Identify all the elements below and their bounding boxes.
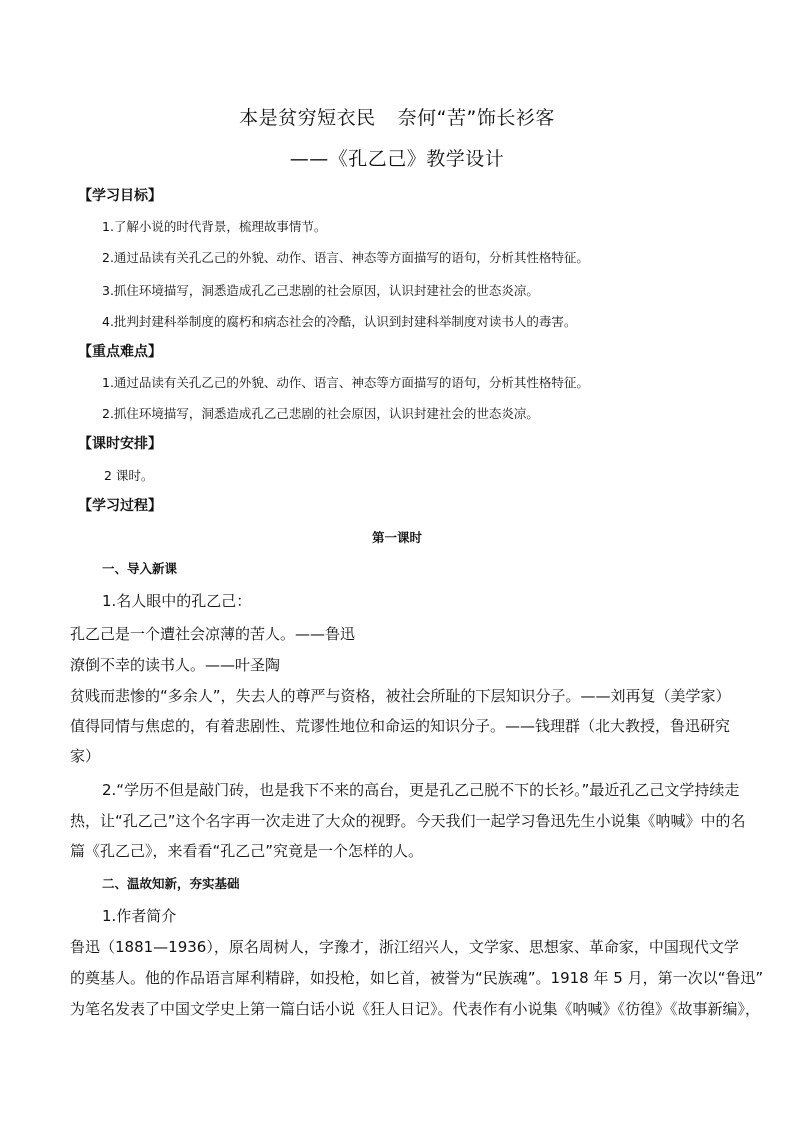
schedule-text: 2 课时。 [104, 468, 154, 483]
part-2-line-2: 鲁迅（1881—1936），原名周树人，字豫才，浙江绍兴人，文学家、思想家、革命家，中国现代文学 [70, 938, 739, 956]
part-1-line-2: 孔乙己是一个遭社会凉薄的苦人。——鲁迅 [70, 625, 356, 643]
part-1-line-9: 篇《孔乙己》，来看看“孔乙己”究竟是一个怎样的人。 [70, 842, 424, 860]
key-point-item-1: 1.通过品读有关孔乙己的外貌、动作、语言、神态等方面描写的语句，分析其性格特征。 [102, 375, 589, 390]
goal-item-1: 1.了解小说的时代背景，梳理故事情节。 [102, 219, 327, 234]
goal-item-3: 3.抓住环境描写，洞悉造成孔乙己悲剧的社会原因，认识封建社会的世态炎凉。 [102, 283, 539, 298]
part-2-line-3: 的奠基人。他的作品语言犀利精辟，如投枪，如匕首，被誉为“民族魂”。1918 年 5 月，第一次以“鲁迅” [70, 969, 764, 987]
goals-heading: 【学习目标】 [78, 188, 162, 204]
key-points-heading: 【重点难点】 [78, 344, 162, 360]
title-part-1: 本是贫穷短衣民 [239, 107, 376, 129]
part-1-line-6: 家） [70, 747, 101, 765]
lesson-title: 第一课时 [371, 530, 422, 545]
schedule-heading: 【课时安排】 [78, 436, 162, 452]
goal-item-2: 2.通过品读有关孔乙己的外貌、动作、语言、神态等方面描写的语句，分析其性格特征。 [102, 250, 589, 265]
key-point-item-2: 2.抓住环境描写，洞悉造成孔乙己悲剧的社会原因，认识封建社会的世态炎凉。 [102, 406, 539, 421]
part-2-line-1: 1.作者简介 [102, 907, 177, 925]
part-1-line-1: 1.名人眼中的孔乙己： [102, 592, 252, 610]
title-part-2: 奈何“苦”饰长衫客 [397, 107, 555, 129]
process-heading: 【学习过程】 [78, 498, 162, 514]
document-subtitle: ——《孔乙己》教学设计 [289, 148, 505, 170]
part-2-heading: 二、温故知新，夯实基础 [102, 876, 240, 891]
goal-item-4: 4.批判封建科举制度的腐朽和病态社会的冷酷，认识到封建科举制度对读书人的毒害。 [102, 314, 577, 329]
part-1-line-3: 潦倒不幸的读书人。——叶圣陶 [70, 656, 281, 674]
document-title [0, 106, 794, 130]
part-2-line-4: 为笔名发表了中国文学史上第一篇白话小说《狂人日记》。代表作有小说集《呐喊》《彷徨》《故事新编》， [70, 1000, 761, 1018]
part-1-heading: 一、导入新课 [102, 561, 178, 576]
part-1-line-5: 值得同情与焦虑的，有着悲剧性、荒谬性地位和命运的知识分子。——钱理群（北大教授，鲁迅研究 [70, 717, 731, 735]
part-1-line-4: 贫贱而悲惨的“多余人”，失去人的尊严与资格，被社会所耻的下层知识分子。——刘再复（美学家） [70, 687, 731, 705]
part-1-line-7: 2.“学历不但是敲门砖，也是我下不来的高台，更是孔乙己脱不下的长衫。”最近孔乙己文学持续走 [102, 781, 740, 799]
part-1-line-8: 热，让“孔乙己”这个名字再一次走进了大众的视野。今天我们一起学习鲁迅先生小说集《呐喊》中的名 [70, 812, 746, 830]
